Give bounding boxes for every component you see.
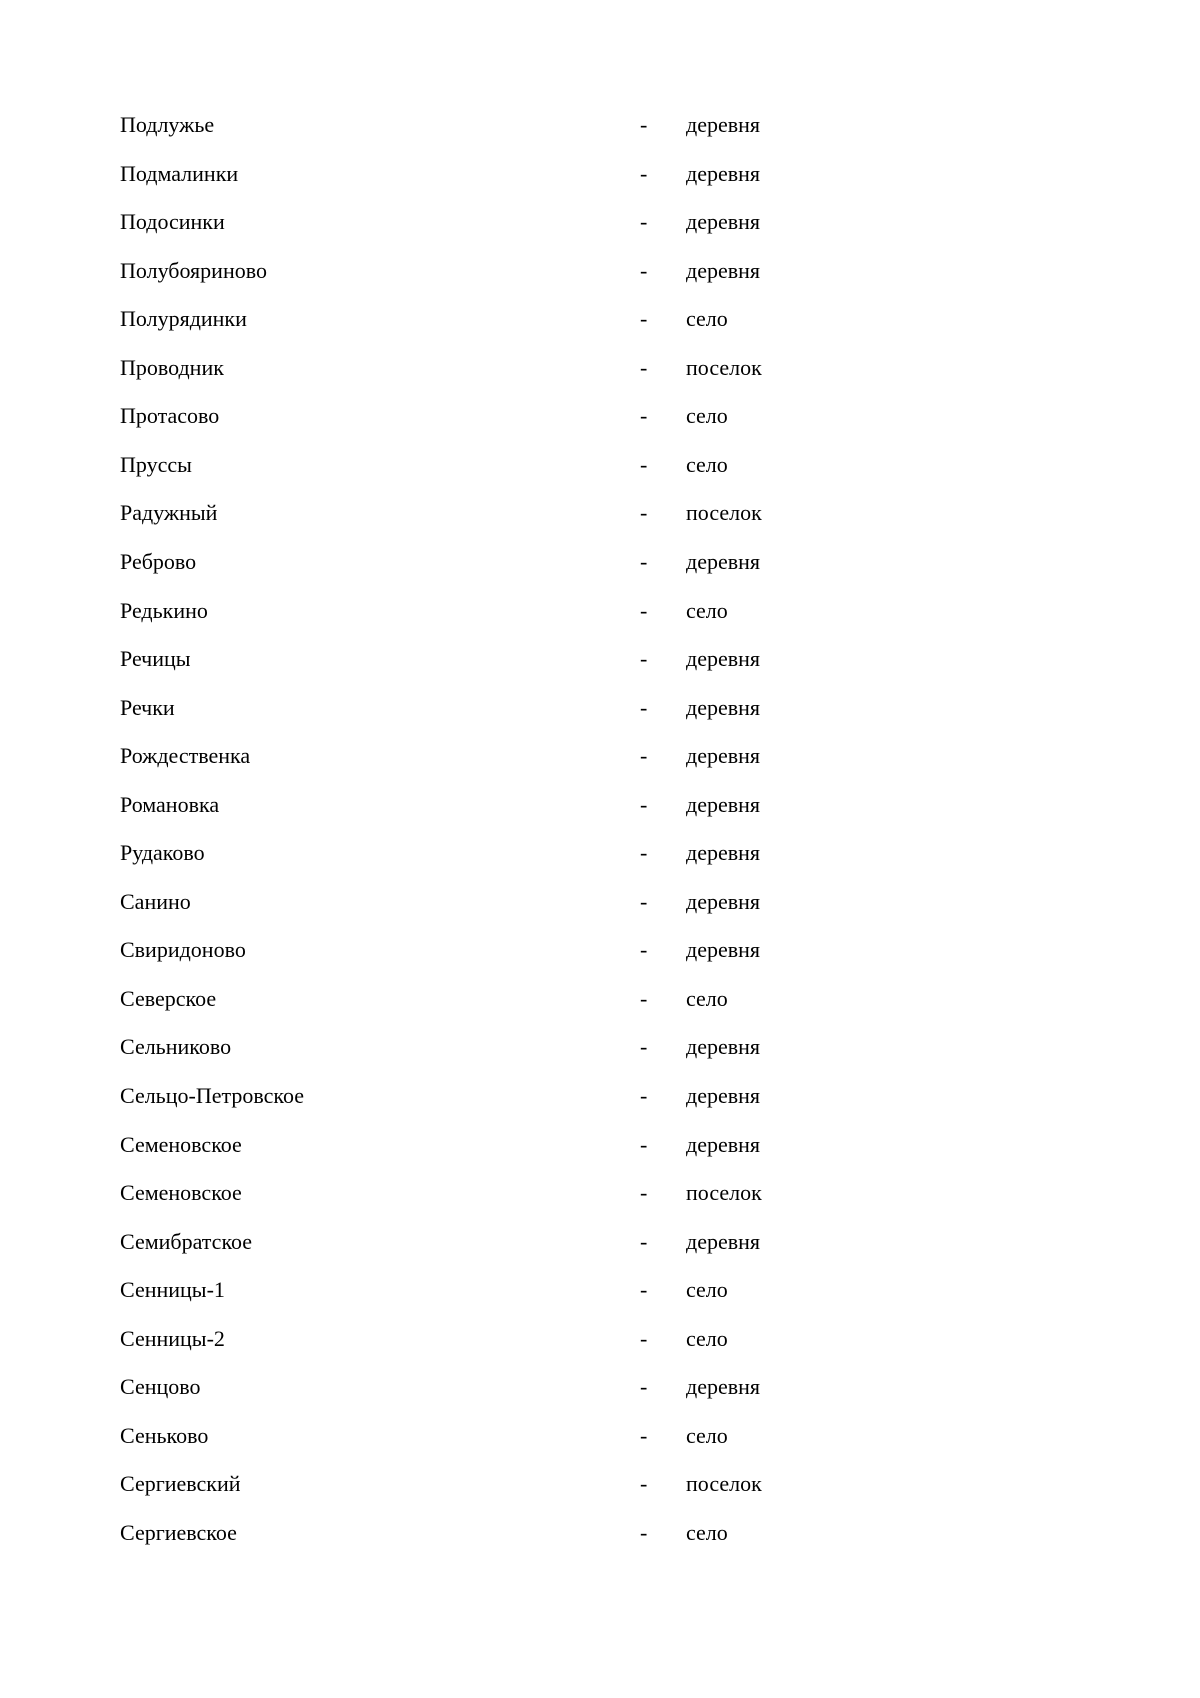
settlement-type: село <box>686 986 728 1011</box>
separator-dash: - <box>640 1520 648 1545</box>
separator-dash: - <box>640 161 648 186</box>
settlement-type: село <box>686 403 728 428</box>
list-item <box>0 639 1200 679</box>
separator-dash: - <box>640 598 648 623</box>
settlement-name: Семибратское <box>120 1229 253 1254</box>
separator-dash: - <box>640 1471 648 1496</box>
settlement-type: село <box>686 1277 728 1302</box>
list-item <box>0 445 1200 485</box>
settlement-name: Речки <box>120 695 175 720</box>
separator-dash: - <box>640 986 648 1011</box>
settlement-type: село <box>686 598 728 623</box>
settlement-type: село <box>686 1520 728 1545</box>
settlement-name: Сенцово <box>120 1374 201 1399</box>
separator-dash: - <box>640 695 648 720</box>
list-item <box>0 688 1200 728</box>
list-item <box>0 299 1200 339</box>
separator-dash: - <box>640 355 648 380</box>
list-item <box>0 1367 1200 1407</box>
list-item <box>0 348 1200 388</box>
separator-dash: - <box>640 1374 648 1399</box>
list-item <box>0 251 1200 291</box>
settlement-type: село <box>686 306 728 331</box>
settlement-name: Рождественка <box>120 743 251 768</box>
settlement-name: Подмалинки <box>120 161 239 186</box>
separator-dash: - <box>640 1034 648 1059</box>
separator-dash: - <box>640 840 648 865</box>
list-item <box>0 1513 1200 1553</box>
list-item <box>0 1416 1200 1456</box>
list-item <box>0 1027 1200 1067</box>
settlement-name: Радужный <box>120 500 218 525</box>
settlement-name: Редькино <box>120 598 208 623</box>
settlement-name: Сергиевское <box>120 1520 237 1545</box>
settlement-type: деревня <box>686 937 761 962</box>
settlement-name: Речицы <box>120 646 191 671</box>
settlement-type: деревня <box>686 695 761 720</box>
settlement-type: деревня <box>686 792 761 817</box>
settlement-name: Романовка <box>120 792 220 817</box>
settlement-type: деревня <box>686 889 761 914</box>
settlement-name: Протасово <box>120 403 220 428</box>
separator-dash: - <box>640 646 648 671</box>
list-item <box>0 105 1200 145</box>
separator-dash: - <box>640 500 648 525</box>
settlement-type: деревня <box>686 161 761 186</box>
settlement-type: деревня <box>686 549 761 574</box>
settlement-type: деревня <box>686 1132 761 1157</box>
separator-dash: - <box>640 1132 648 1157</box>
settlement-name: Сельниково <box>120 1034 232 1059</box>
settlement-name: Полурядинки <box>120 306 247 331</box>
settlement-type: деревня <box>686 258 761 283</box>
separator-dash: - <box>640 549 648 574</box>
settlement-name: Санино <box>120 889 191 914</box>
settlement-type: село <box>686 1423 728 1448</box>
settlement-name: Проводник <box>120 355 224 380</box>
separator-dash: - <box>640 306 648 331</box>
settlement-name: Подлужье <box>120 112 215 137</box>
separator-dash: - <box>640 937 648 962</box>
settlement-type: поселок <box>686 355 762 380</box>
settlement-name: Свиридоново <box>120 937 246 962</box>
list-item <box>0 1319 1200 1359</box>
list-item <box>0 833 1200 873</box>
list-item <box>0 1270 1200 1310</box>
settlement-name: Сенницы-1 <box>120 1277 225 1302</box>
settlement-name: Семеновское <box>120 1132 242 1157</box>
list-item <box>0 736 1200 776</box>
separator-dash: - <box>640 1083 648 1108</box>
settlement-type: деревня <box>686 112 761 137</box>
list-item <box>0 1464 1200 1504</box>
settlement-type: деревня <box>686 209 761 234</box>
settlement-name: Подосинки <box>120 209 225 234</box>
settlement-name: Пруссы <box>120 452 192 477</box>
list-item <box>0 930 1200 970</box>
settlement-name: Сеньково <box>120 1423 209 1448</box>
settlement-type: деревня <box>686 743 761 768</box>
settlement-name: Рудаково <box>120 840 205 865</box>
list-item <box>0 493 1200 533</box>
separator-dash: - <box>640 1423 648 1448</box>
settlement-type: поселок <box>686 1471 762 1496</box>
separator-dash: - <box>640 889 648 914</box>
settlement-name: Сельцо-Петровское <box>120 1083 304 1108</box>
separator-dash: - <box>640 792 648 817</box>
separator-dash: - <box>640 452 648 477</box>
separator-dash: - <box>640 1277 648 1302</box>
settlement-type: поселок <box>686 1180 762 1205</box>
settlement-name: Полубояриново <box>120 258 267 283</box>
list-item <box>0 785 1200 825</box>
settlement-type: деревня <box>686 1229 761 1254</box>
settlement-name: Семеновское <box>120 1180 242 1205</box>
list-item <box>0 202 1200 242</box>
separator-dash: - <box>640 1180 648 1205</box>
list-item <box>0 542 1200 582</box>
list-item <box>0 1076 1200 1116</box>
list-item <box>0 1222 1200 1262</box>
separator-dash: - <box>640 209 648 234</box>
settlement-name: Сенницы-2 <box>120 1326 225 1351</box>
settlement-name: Северское <box>120 986 217 1011</box>
settlement-type: деревня <box>686 840 761 865</box>
settlement-name: Сергиевский <box>120 1471 241 1496</box>
separator-dash: - <box>640 258 648 283</box>
list-item <box>0 1173 1200 1213</box>
settlement-type: деревня <box>686 646 761 671</box>
settlement-type: деревня <box>686 1083 761 1108</box>
list-item <box>0 396 1200 436</box>
settlement-type: поселок <box>686 500 762 525</box>
separator-dash: - <box>640 112 648 137</box>
list-item <box>0 979 1200 1019</box>
separator-dash: - <box>640 1326 648 1351</box>
list-item <box>0 591 1200 631</box>
settlement-name: Реброво <box>120 549 197 574</box>
settlement-type: деревня <box>686 1034 761 1059</box>
settlement-type: село <box>686 1326 728 1351</box>
separator-dash: - <box>640 1229 648 1254</box>
settlement-type: деревня <box>686 1374 761 1399</box>
list-item <box>0 882 1200 922</box>
settlement-type: село <box>686 452 728 477</box>
list-item <box>0 1125 1200 1165</box>
separator-dash: - <box>640 403 648 428</box>
separator-dash: - <box>640 743 648 768</box>
list-item <box>0 154 1200 194</box>
